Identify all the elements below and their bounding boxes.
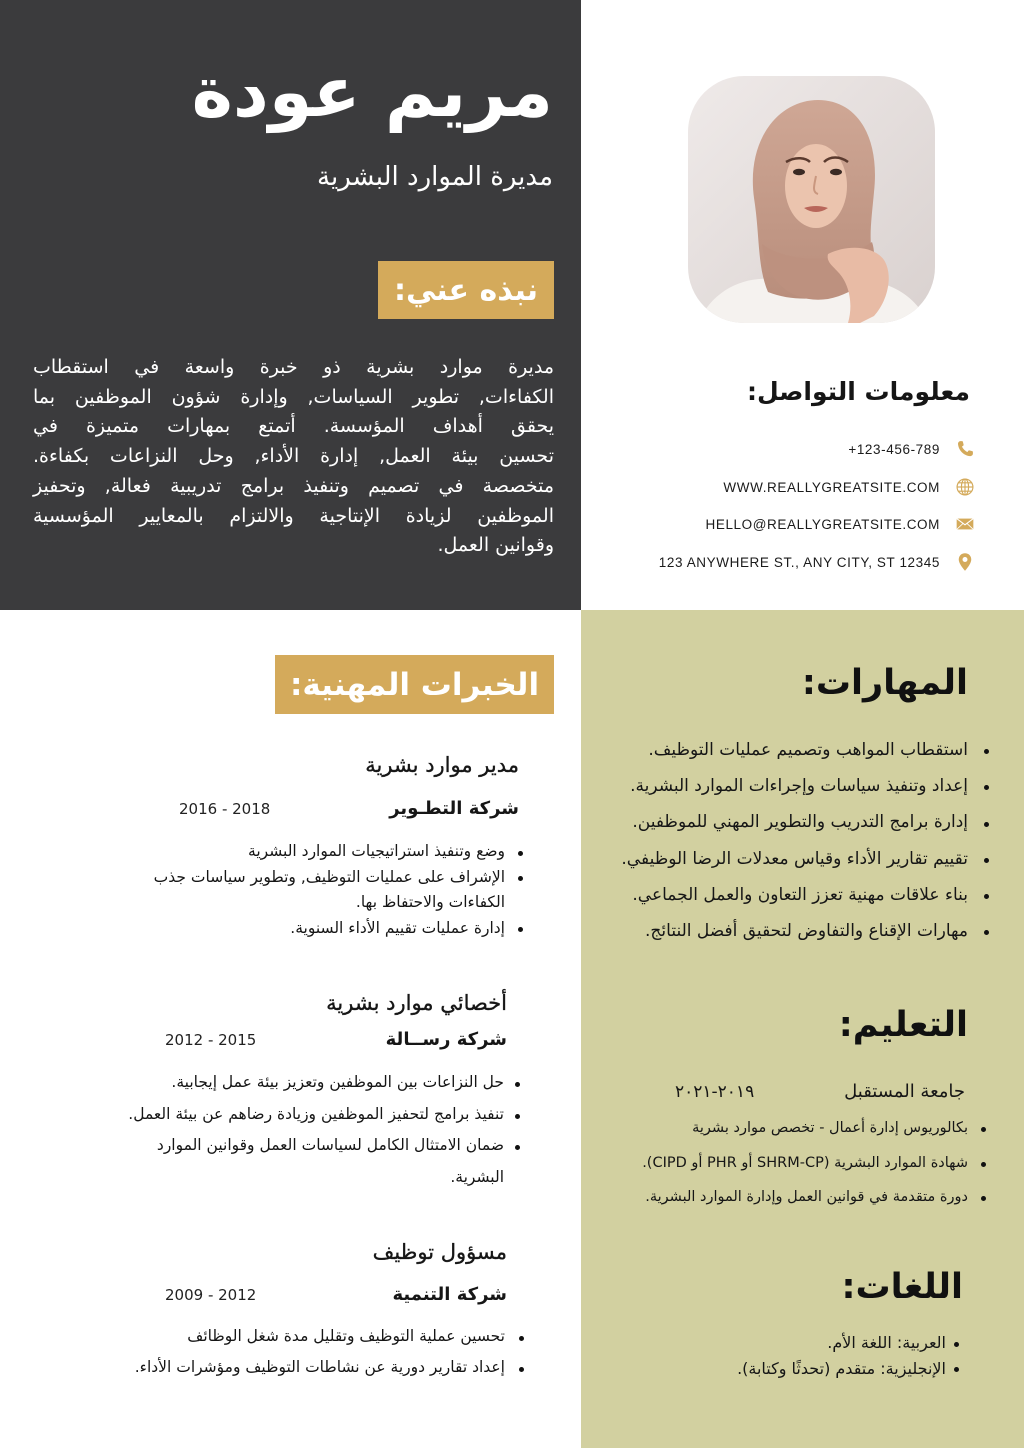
list-item bbox=[98, 1352, 528, 1383]
list-item-text: إعداد تقارير دورية عن نشاطات التوظيف ومؤشرات الأداء. bbox=[134, 1358, 505, 1376]
bullet-icon bbox=[950, 1356, 962, 1382]
envelope-icon bbox=[954, 513, 976, 535]
experience-heading: الخبرات المهنية: bbox=[289, 666, 540, 703]
list-item bbox=[110, 1130, 524, 1193]
job-title: مسؤول توظيف bbox=[372, 1240, 507, 1264]
list-item bbox=[621, 732, 993, 768]
list-item-text: تقييم تقارير الأداء وقياس معدلات الرضا الوظيفي. bbox=[621, 848, 968, 869]
list-item bbox=[642, 1180, 990, 1215]
list-item bbox=[621, 768, 993, 804]
about-paragraph bbox=[33, 353, 554, 561]
bullet-icon bbox=[510, 1067, 524, 1099]
bullet-icon bbox=[979, 877, 993, 913]
about-line: الموظفين لزيادة الإنتاجية والالتزام بالمعايير المؤسسية bbox=[33, 504, 554, 527]
contact-address: 123 ANYWHERE ST., ANY CITY, ST 12345 bbox=[658, 554, 940, 570]
list-item-text: ضمان الامتثال الكامل لسياسات العمل وقوانين الموارد البشرية. bbox=[156, 1136, 504, 1187]
job-company: شركة التطـوير bbox=[389, 798, 519, 819]
list-item-text: مهارات الإقناع والتفاوض لتحقيق أفضل النتائج. bbox=[645, 921, 968, 942]
list-item-text: إعداد وتنفيذ سياسات وإجراءات الموارد البشرية. bbox=[630, 776, 968, 797]
about-line: وقوانين العمل. bbox=[437, 534, 554, 557]
job-period: 2009 - 2012 bbox=[165, 1286, 257, 1304]
list-item-text: وضع وتنفيذ استراتيجيات الموارد البشرية bbox=[248, 842, 505, 860]
list-item-text: تحسين عملية التوظيف وتقليل مدة شغل الوظائف bbox=[187, 1327, 505, 1345]
list-item-text: بناء علاقات مهنية تعزز التعاون والعمل الجماعي. bbox=[632, 884, 968, 905]
phone-icon bbox=[954, 438, 976, 460]
list-item bbox=[117, 839, 527, 865]
bullet-icon bbox=[976, 1111, 990, 1146]
bullet-icon bbox=[513, 865, 527, 891]
bullet-icon bbox=[513, 916, 527, 942]
languages-heading: اللغات: bbox=[841, 1267, 963, 1307]
list-item-text: إدارة برامج التدريب والتطوير المهني للموظفين. bbox=[632, 812, 968, 833]
bullet-icon bbox=[979, 804, 993, 840]
job-period: 2012 - 2015 bbox=[165, 1031, 257, 1049]
bullet-icon bbox=[976, 1180, 990, 1215]
list-item-text: دورة متقدمة في قوانين العمل وإدارة الموارد البشرية. bbox=[645, 1189, 968, 1205]
list-item bbox=[737, 1356, 962, 1382]
about-line: يحقق أهداف المؤسسة. أتمتع بمهارات متميزة في bbox=[33, 415, 554, 438]
job-responsibilities bbox=[98, 1321, 528, 1383]
list-item-text: الإشراف على عمليات التوظيف, وتطوير سياسات جذب الكفاءات والاحتفاظ بها. bbox=[153, 867, 505, 911]
list-item bbox=[98, 1321, 528, 1352]
contact-heading: معلومات التواصل: bbox=[746, 377, 970, 406]
list-item-text: استقطاب المواهب وتصميم عمليات التوظيف. bbox=[648, 740, 968, 760]
languages-list bbox=[737, 1330, 962, 1381]
about-heading-badge bbox=[378, 261, 554, 319]
bullet-icon bbox=[976, 1146, 990, 1181]
list-item bbox=[117, 865, 527, 916]
education-period: ٢٠١٩-٢٠٢١ bbox=[675, 1082, 755, 1102]
list-item-text: حل النزاعات بين الموظفين وتعزيز بيئة عمل إيجابية. bbox=[171, 1073, 504, 1091]
list-item bbox=[621, 913, 993, 949]
bullet-icon bbox=[950, 1330, 962, 1356]
about-heading: نبذه عني: bbox=[393, 272, 539, 308]
profile-photo bbox=[688, 76, 935, 323]
list-item-text: العربية: اللغة الأم. bbox=[827, 1333, 946, 1352]
bullet-icon bbox=[979, 913, 993, 949]
globe-icon bbox=[954, 476, 976, 498]
contact-phone: +123-456-789 bbox=[848, 441, 940, 457]
list-item bbox=[110, 1067, 524, 1099]
candidate-title: مديرة الموارد البشرية bbox=[317, 162, 553, 192]
job-company: شركة رســالة bbox=[385, 1029, 507, 1050]
bullet-icon bbox=[979, 841, 993, 877]
job-company: شركة التنمية bbox=[392, 1284, 507, 1305]
list-item bbox=[117, 916, 527, 942]
bullet-icon bbox=[979, 768, 993, 804]
contact-email-row bbox=[705, 512, 976, 536]
bullet-icon bbox=[514, 1321, 528, 1352]
list-item-text: تنفيذ برامج لتحفيز الموظفين وزيادة رضاهم عن بيئة العمل. bbox=[128, 1104, 504, 1123]
skills-list bbox=[621, 732, 993, 949]
education-institution: جامعة المستقبل bbox=[844, 1081, 965, 1102]
bullet-icon bbox=[510, 1099, 524, 1131]
list-item-text: بكالوريوس إدارة أعمال - تخصص موارد بشرية bbox=[692, 1120, 968, 1136]
education-list bbox=[642, 1111, 990, 1215]
about-line: متخصصة في تصميم وتنفيذ برامج تدريبية فعالة, وتحفيز bbox=[33, 474, 554, 497]
experience-heading-badge bbox=[275, 655, 554, 714]
list-item bbox=[621, 841, 993, 877]
contact-phone-row bbox=[848, 437, 976, 461]
job-title: مدير موارد بشرية bbox=[365, 753, 519, 777]
bullet-icon bbox=[510, 1130, 524, 1162]
list-item bbox=[621, 804, 993, 840]
candidate-name: مريم عودة bbox=[191, 51, 553, 133]
contact-email: HELLO@REALLYGREATSITE.COM bbox=[705, 516, 940, 532]
list-item-text: الإنجليزية: متقدم (تحدثًا وكتابة). bbox=[737, 1358, 946, 1378]
job-period: 2016 - 2018 bbox=[179, 800, 271, 818]
list-item-text: إدارة عمليات تقييم الأداء السنوية. bbox=[290, 918, 505, 937]
contact-website-row bbox=[723, 475, 976, 499]
about-line: تحسين بيئة العمل, إدارة الأداء, وحل النزاعات بكفاءة. bbox=[33, 445, 554, 468]
bullet-icon bbox=[514, 1352, 528, 1383]
job-responsibilities bbox=[110, 1067, 524, 1194]
job-responsibilities bbox=[117, 839, 527, 941]
list-item bbox=[110, 1099, 524, 1131]
contact-address-row bbox=[659, 550, 976, 574]
map-pin-icon bbox=[954, 551, 976, 573]
skills-heading: المهارات: bbox=[801, 663, 968, 703]
job-title: أخصائي موارد بشرية bbox=[326, 991, 507, 1015]
education-heading: التعليم: bbox=[838, 1005, 968, 1045]
list-item bbox=[642, 1111, 990, 1146]
portrait-image-icon bbox=[688, 76, 935, 323]
list-item bbox=[642, 1146, 990, 1181]
bullet-icon bbox=[979, 732, 993, 768]
contact-website: WWW.REALLYGREATSITE.COM bbox=[723, 479, 940, 495]
about-line: مديرة موارد بشرية ذو خبرة واسعة في استقطاب bbox=[33, 356, 554, 378]
list-item-text: شهادة الموارد البشرية (SHRM-CP أو PHR أو CIPD). bbox=[642, 1154, 968, 1171]
list-item bbox=[621, 877, 993, 913]
bullet-icon bbox=[513, 839, 527, 865]
about-line: الكفاءات, تطوير السياسات, وإدارة شؤون الموظفين بما bbox=[33, 385, 554, 408]
list-item bbox=[737, 1330, 962, 1356]
